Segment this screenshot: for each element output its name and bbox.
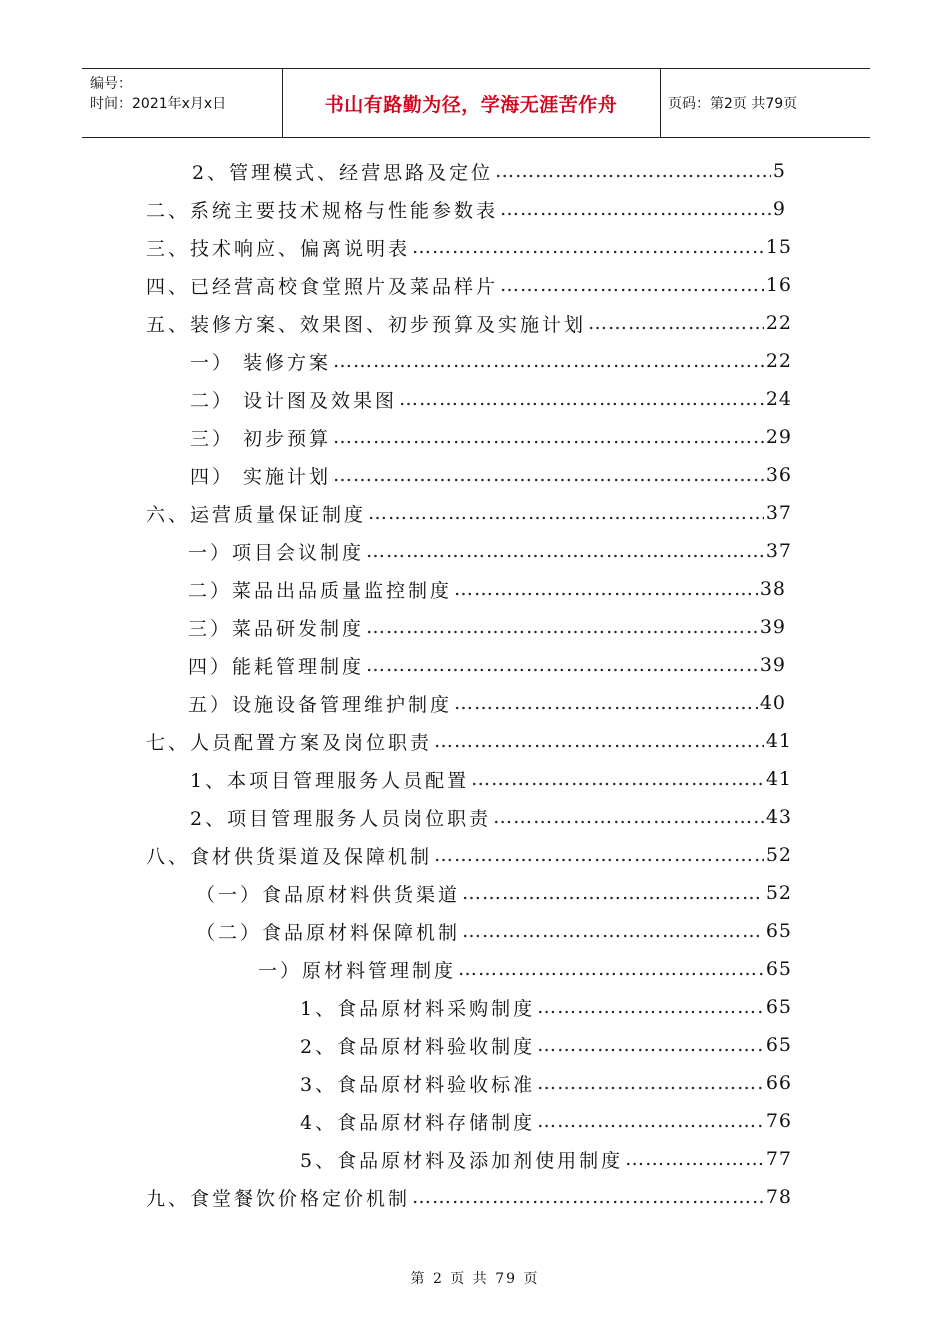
toc-entry-page: 22: [765, 350, 792, 372]
toc-entry-title: 五）设施设备管理维护制度: [188, 693, 453, 716]
toc-entry[interactable]: [146, 726, 792, 756]
header-motto-cell: [282, 69, 660, 137]
toc-leader-dots: [434, 844, 764, 866]
toc-leader-dots: [471, 768, 764, 790]
toc-entry-page: 37: [765, 502, 792, 524]
toc-leader-dots: [537, 1110, 764, 1132]
toc-leader-dots: [625, 1148, 764, 1170]
toc-entry-page: 36: [765, 464, 792, 486]
toc-leader-dots: [500, 274, 764, 296]
toc-entry[interactable]: [188, 612, 786, 642]
toc-entry[interactable]: [146, 308, 792, 338]
toc-entry-page: 15: [765, 236, 792, 258]
toc-entry[interactable]: [146, 498, 792, 528]
toc-leader-dots: [454, 692, 758, 714]
toc-entry-page: 76: [765, 1110, 792, 1132]
toc-entry-title: 4、食品原材料存储制度: [300, 1111, 536, 1134]
toc-entry-page: 43: [765, 806, 792, 828]
toc-entry[interactable]: [146, 232, 792, 262]
toc-entry-title: 三） 初步预算: [190, 427, 332, 450]
toc-entry-page: 65: [765, 1034, 792, 1056]
toc-leader-dots: [537, 1034, 764, 1056]
toc-leader-dots: [333, 426, 764, 448]
toc-leader-dots: [462, 882, 764, 904]
toc-entry-title: 五、装修方案、效果图、初步预算及实施计划: [146, 313, 587, 336]
toc-entry[interactable]: [196, 878, 792, 908]
toc-entry-page: 16: [765, 274, 792, 296]
toc-entry[interactable]: [188, 688, 786, 718]
toc-entry-page: 39: [759, 654, 786, 676]
toc-leader-dots: [500, 198, 771, 220]
toc-leader-dots: [588, 312, 764, 334]
toc-entry-title: 八、食材供货渠道及保障机制: [146, 845, 433, 868]
toc-entry-page: 9: [772, 198, 786, 220]
toc-entry[interactable]: [146, 194, 786, 224]
toc-entry-title: 1、本项目管理服务人员配置: [190, 769, 470, 792]
toc-leader-dots: [495, 160, 771, 182]
toc-entry[interactable]: [258, 954, 792, 984]
toc-entry[interactable]: [146, 1182, 792, 1212]
toc-entry[interactable]: [190, 346, 792, 376]
header-meta: [82, 69, 282, 137]
toc-entry[interactable]: [190, 764, 792, 794]
toc-leader-dots: [366, 654, 758, 676]
toc-entry-page: 65: [765, 920, 792, 942]
toc-leader-dots: [493, 806, 764, 828]
toc-entry-title: 3、食品原材料验收标准: [300, 1073, 536, 1096]
page-header: [82, 68, 870, 138]
toc-entry-page: 52: [765, 844, 792, 866]
toc-entry-title: 一）原材料管理制度: [258, 959, 457, 982]
toc-entry[interactable]: [146, 840, 792, 870]
toc-entry[interactable]: [300, 1068, 792, 1098]
toc-entry[interactable]: [190, 802, 792, 832]
toc-entry-title: 5、食品原材料及添加剂使用制度: [300, 1149, 624, 1172]
toc-leader-dots: [412, 236, 764, 258]
toc-entry-page: 39: [759, 616, 786, 638]
toc-entry-page: 65: [765, 958, 792, 980]
toc-entry[interactable]: [188, 650, 786, 680]
toc-entry-title: 2、项目管理服务人员岗位职责: [190, 807, 492, 830]
toc-entry[interactable]: [300, 1106, 792, 1136]
toc-entry-title: 四、已经营高校食堂照片及菜品样片: [146, 275, 499, 298]
toc-entry-title: 七、人员配置方案及岗位职责: [146, 731, 433, 754]
toc-entry[interactable]: [188, 574, 786, 604]
toc-entry[interactable]: [300, 1144, 792, 1174]
toc-entry[interactable]: [190, 384, 792, 414]
toc-entry-page: 66: [765, 1072, 792, 1094]
toc-leader-dots: [333, 350, 764, 372]
toc-entry-title: 三）菜品研发制度: [188, 617, 365, 640]
toc-entry-title: 二、系统主要技术规格与性能参数表: [146, 199, 499, 222]
toc-leader-dots: [399, 388, 764, 410]
toc-entry-title: 四）能耗管理制度: [188, 655, 365, 678]
toc-entry[interactable]: [196, 916, 792, 946]
toc-leader-dots: [333, 464, 764, 486]
toc-entry-page: 78: [765, 1186, 792, 1208]
toc-entry-title: 二）菜品出品质量监控制度: [188, 579, 453, 602]
toc-leader-dots: [537, 996, 764, 1018]
toc-entry[interactable]: [300, 992, 792, 1022]
toc-entry-page: 77: [765, 1148, 792, 1170]
toc-entry-title: （一）食品原材料供货渠道: [196, 883, 461, 906]
toc-entry-title: 四） 实施计划: [190, 465, 332, 488]
toc-entry-title: 1、食品原材料采购制度: [300, 997, 536, 1020]
toc-entry-title: 2、管理模式、经营思路及定位: [192, 161, 494, 184]
toc-leader-dots: [366, 540, 764, 562]
toc-entry[interactable]: [192, 156, 786, 186]
toc-entry[interactable]: [190, 460, 792, 490]
toc-entry[interactable]: [300, 1030, 792, 1060]
toc-entry-title: 九、食堂餐饮价格定价机制: [146, 1187, 411, 1210]
toc-entry-page: 52: [765, 882, 792, 904]
toc-entry-page: 29: [765, 426, 792, 448]
toc-entry-title: 六、运营质量保证制度: [146, 503, 367, 526]
toc-leader-dots: [368, 502, 764, 524]
toc-leader-dots: [458, 958, 764, 980]
page-footer: 第 2 页 共 79 页: [410, 1271, 540, 1287]
toc-entry-page: 22: [765, 312, 792, 334]
toc-leader-dots: [454, 578, 758, 600]
header-motto: 书山有路勤为径，学海无涯苦作舟: [324, 93, 618, 116]
toc-leader-dots: [412, 1186, 764, 1208]
toc-leader-dots: [462, 920, 764, 942]
toc-entry-page: 37: [765, 540, 792, 562]
toc-entry[interactable]: [146, 270, 792, 300]
document-date: 时间：2021年x月x日: [90, 96, 227, 112]
toc-entry[interactable]: [190, 422, 792, 452]
toc-leader-dots: [537, 1072, 764, 1094]
toc-entry-page: 65: [765, 996, 792, 1018]
toc-entry-page: 24: [765, 388, 792, 410]
toc-entry-title: 二） 设计图及效果图: [190, 389, 398, 412]
toc-entry-page: 41: [765, 768, 792, 790]
toc-entry[interactable]: [188, 536, 792, 566]
toc-entry-page: 40: [759, 692, 786, 714]
toc-entry-title: 三、技术响应、偏离说明表: [146, 237, 411, 260]
toc-entry-title: 2、食品原材料验收制度: [300, 1035, 536, 1058]
toc-entry-page: 5: [772, 160, 786, 182]
toc-leader-dots: [434, 730, 764, 752]
toc-entry-title: （二）食品原材料保障机制: [196, 921, 461, 944]
toc-entry-title: 一）项目会议制度: [188, 541, 365, 564]
toc-leader-dots: [366, 616, 758, 638]
toc-entry-page: 38: [759, 578, 786, 600]
header-page-info: 页码：第2页 共79页: [668, 96, 798, 112]
document-number-label: 编号：: [90, 76, 132, 92]
toc-entry-page: 41: [765, 730, 792, 752]
toc-entry-title: 一） 装修方案: [190, 351, 332, 374]
